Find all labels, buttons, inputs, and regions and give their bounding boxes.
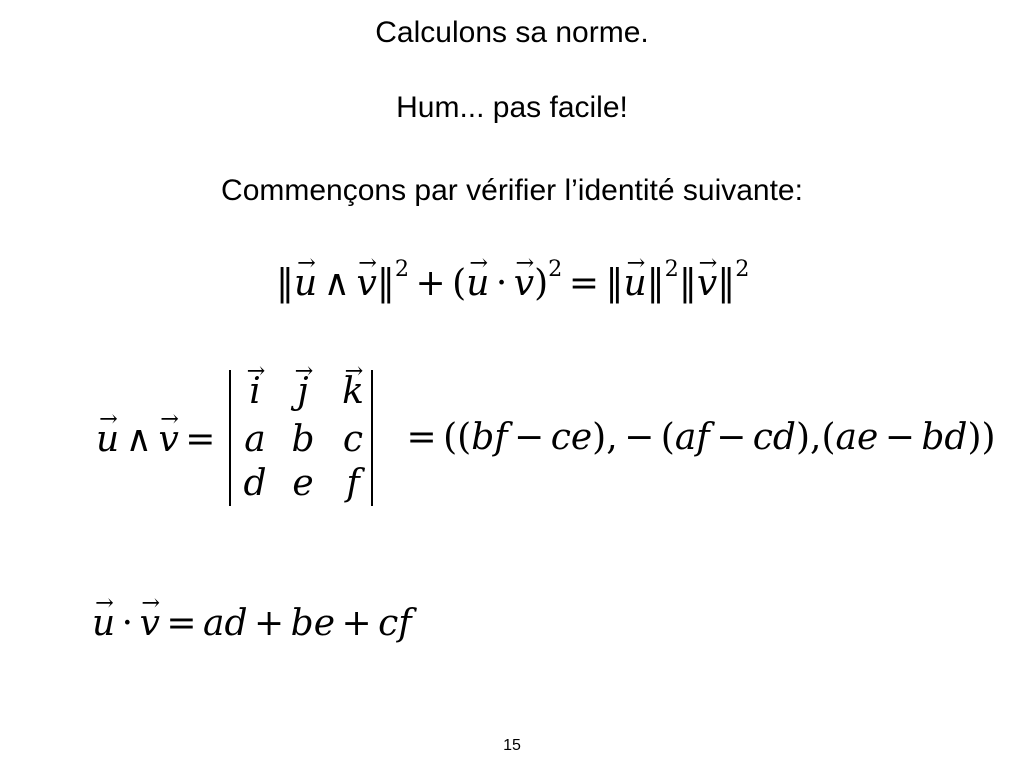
det-cell-i: → i: [237, 374, 273, 410]
det-cell-d: d: [243, 463, 267, 504]
page-number: 15: [503, 737, 521, 754]
determinant-matrix: [229, 370, 373, 506]
det-cell-a: a: [244, 419, 266, 460]
slide-line-commencons: Commençons par vérifier l’identité suivante:: [221, 174, 803, 207]
slide-line-hum: Hum... pas facile!: [396, 91, 628, 124]
det-cell-f: f: [346, 463, 360, 504]
identity-equation: ‖→ u ∧→ v‖$^2$ + (→ u ·→ v)$^2$ = ‖→ u‖$^2$‖→ v‖$^2$: [276, 258, 749, 302]
cross-product-equation: [96, 370, 996, 506]
slide-line-calculons: Calculons sa norme.: [375, 16, 649, 49]
det-cell-e: e: [292, 463, 314, 504]
det-cell-k: → k: [335, 374, 371, 410]
cross-product-lhs: → u ∧→ v =: [96, 422, 222, 458]
dot-product-equation: → u ·→ v = ad + be + cf: [92, 606, 412, 642]
cross-product-rhs: = ((bf − ce), − (af − cd),(ae − bd)): [406, 417, 996, 458]
det-cell-b: b: [291, 419, 315, 460]
det-cell-j: → j: [285, 374, 321, 410]
det-cell-c: c: [342, 419, 364, 460]
